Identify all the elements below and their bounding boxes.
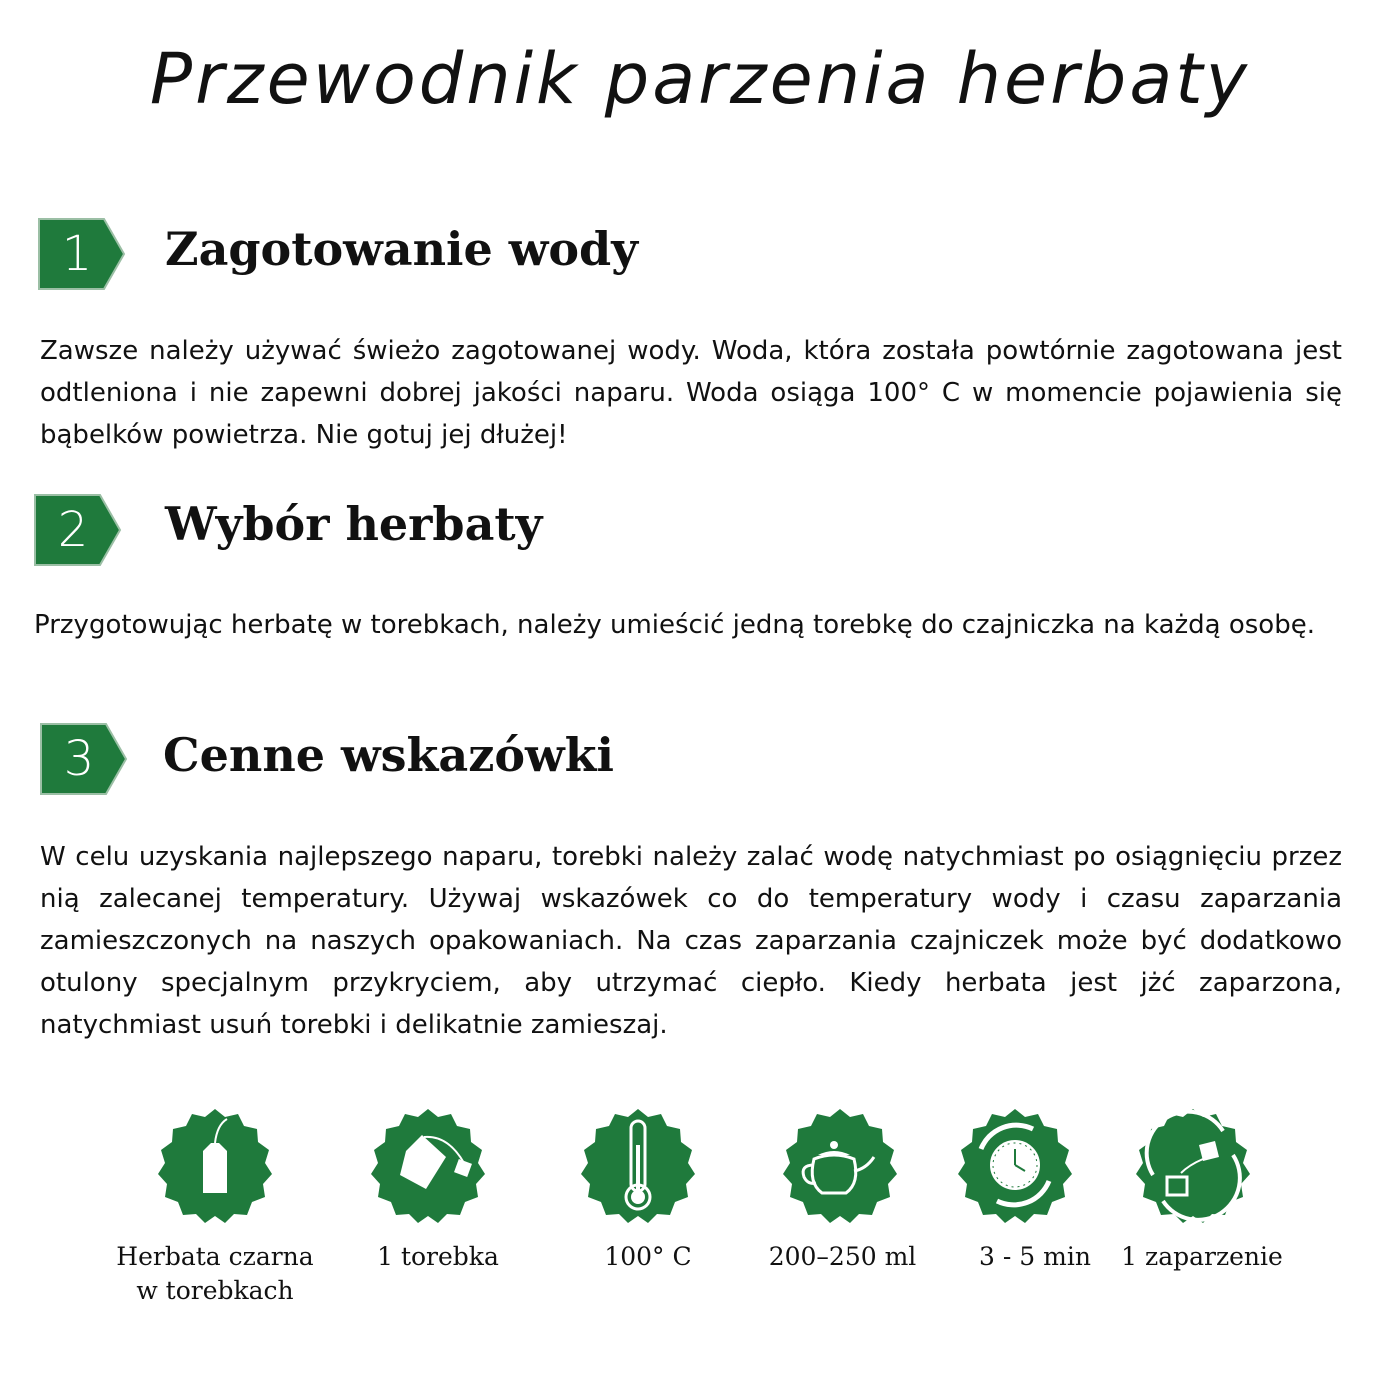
icon-label-volume: 200–250 ml	[768, 1242, 917, 1271]
timer-icon	[955, 1105, 1075, 1225]
step-2-badge	[34, 494, 124, 566]
step-1-text: Zawsze należy używać świeżo zagotowanej wody. Woda, która została powtórnie zagotowana jest odtleniona i nie zapewni dobrej jakości naparu. Woda osiąga 100° C w momencie pojawienia się bąbelków powietrza. Nie gotuj jej dłużej!	[40, 336, 1342, 450]
thermometer-icon	[578, 1105, 698, 1225]
icon-label-brews: 1 zaparzenie	[1121, 1242, 1283, 1271]
icon-label-temperature: 100° C	[604, 1242, 692, 1271]
single-bag-icon	[368, 1105, 488, 1225]
step-1-heading: Zagotowanie wody	[165, 222, 638, 276]
step-number: 2	[57, 502, 89, 558]
icon-label-line: w torebkach	[136, 1276, 294, 1305]
step-3-text: W celu uzyskania najlepszego naparu, torebki należy zalać wodę natychmiast po osiągnięciu przez nią zalecanej temperatury. Używaj wskazówek co do temperatury wody i czasu zaparzania zamieszczonych na naszych opakowaniach. Na czas zaparzania czajniczek może być dodatkowo otulony specjalnym przykryciem, aby utrzymać ciepło. Kiedy herbata jest jżć zaparzona, natychmiast usuń torebki i delikatnie zamieszaj.	[40, 842, 1342, 1040]
icon-label-tea-type	[110, 1240, 320, 1308]
page-title: Przewodnik parzenia herbaty	[149, 38, 1251, 120]
icon-label-time: 3 - 5 min	[979, 1242, 1091, 1271]
step-number: 3	[63, 731, 95, 787]
tea-bag-icon	[155, 1105, 275, 1225]
step-2-heading: Wybór herbaty	[165, 497, 543, 551]
icon-label-line: Herbata czarna	[116, 1242, 314, 1271]
icon-label-bag-count: 1 torebka	[377, 1242, 499, 1271]
step-3-heading: Cenne wskazówki	[163, 728, 614, 782]
step-1-badge	[38, 218, 128, 290]
step-number: 1	[61, 226, 93, 282]
step-3-badge	[40, 723, 130, 795]
teapot-icon	[780, 1105, 900, 1225]
step-2-text: Przygotowując herbatę w torebkach, należy umieścić jedną torebkę do czajniczka na każdą osobę.	[34, 610, 1315, 640]
brew-once-icon	[1133, 1105, 1253, 1225]
